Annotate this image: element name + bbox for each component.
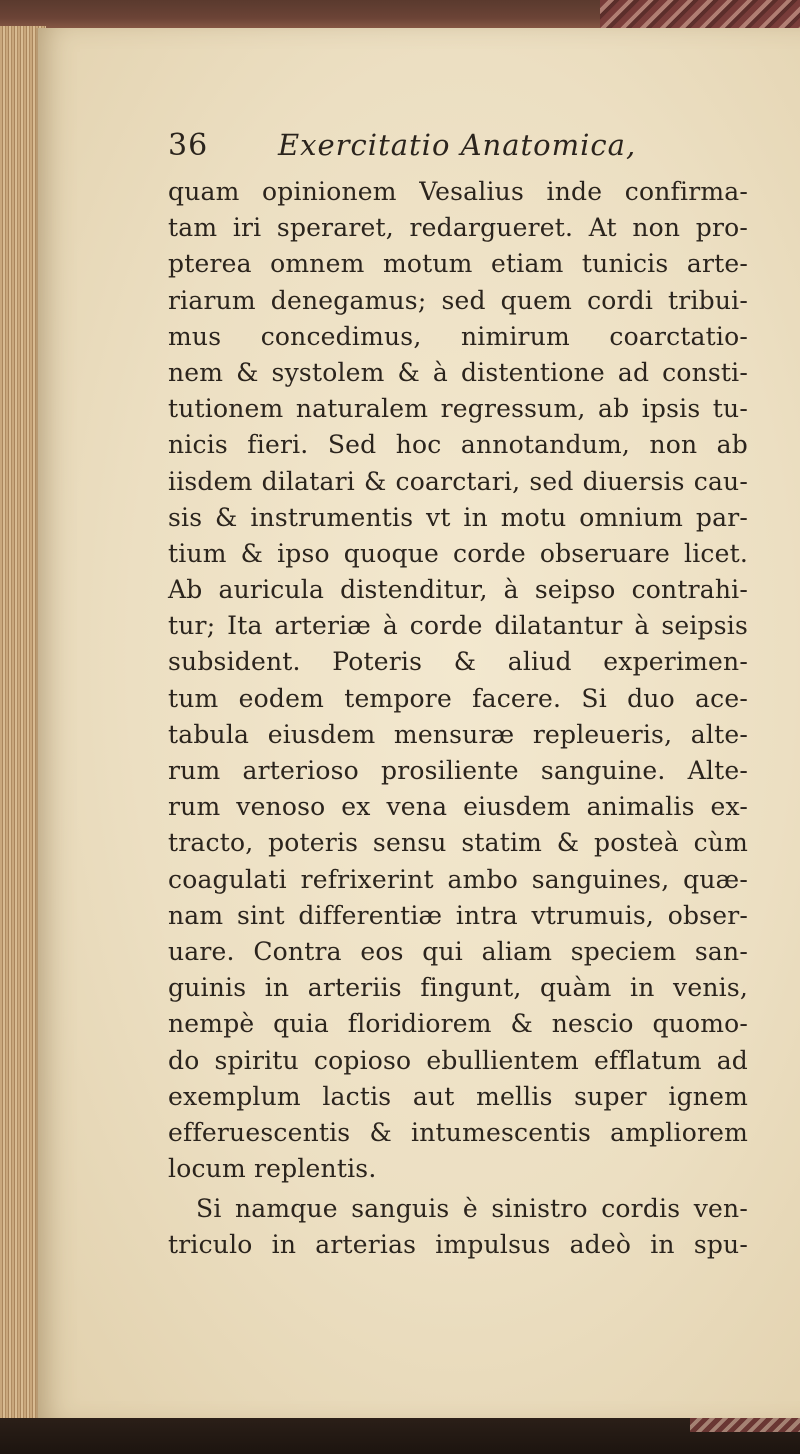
text-line: mus concedimus, nimirum coarctatio-: [168, 321, 748, 351]
text-line: pterea omnem motum etiam tunicis arte-: [168, 249, 748, 279]
text-line: tam iri speraret, redargueret. At non pro-: [168, 213, 748, 243]
book-bottom-edge: [0, 1418, 800, 1454]
text-line: nem & systolem & à distentione ad consti-: [168, 357, 748, 387]
page-number: 36: [168, 128, 209, 163]
text-line: rum arterioso prosiliente sanguine. Alte-: [168, 756, 748, 785]
text-line: tracto, poteris sensu statim & posteà cùm: [168, 828, 748, 858]
text-line: nempè quia floridiorem & nescio quomo-: [168, 1009, 748, 1039]
running-head-title: Exercitatio Anatomica,: [278, 128, 637, 162]
paragraph-2: [168, 1191, 748, 1263]
text-line: subsident. Poteris & aliud experimen-: [168, 647, 748, 677]
paragraph-1: [168, 174, 748, 1187]
text-line: iisdem dilatari & coarctari, sed diuersis cau-: [168, 466, 748, 496]
text-line: quam opinionem Vesalius inde confirma-: [168, 177, 748, 206]
page-text-block: [168, 128, 748, 1264]
text-line: Ab auricula distenditur, à seipso contrahi-: [168, 575, 748, 605]
text-line: efferuescentis & intumescentis ampliorem: [168, 1117, 748, 1147]
text-line: nicis fieri. Sed hoc annotandum, non ab: [168, 430, 748, 460]
text-line: tabula eiusdem mensuræ repleueris, alte-: [168, 719, 748, 749]
text-line: locum replentis.: [168, 1154, 377, 1184]
headband-bottom: [690, 1418, 800, 1432]
headband-top: [600, 0, 800, 30]
text-line: tur; Ita arteriæ à corde dilatantur à seipsis: [168, 611, 748, 641]
text-line: nam sint differentiæ intra vtrumuis, obser-: [168, 900, 748, 930]
running-head: [168, 128, 748, 174]
text-line: exemplum lactis aut mellis super ignem: [168, 1081, 748, 1111]
text-line: coagulati refrixerint ambo sanguines, quæ-: [168, 864, 748, 894]
text-line: Si namque sanguis è sinistro cordis ven-: [196, 1194, 748, 1224]
text-line: do spiritu copioso ebullientem efflatum ad: [168, 1045, 748, 1075]
book-top-edge: [0, 0, 800, 30]
text-line: guinis in arteriis fingunt, quàm in venis,: [168, 973, 748, 1003]
text-line: triculo in arterias impulsus adeò in spu-: [168, 1230, 748, 1260]
text-line: tium & ipso quoque corde obseruare licet.: [168, 538, 748, 568]
text-line: tutionem naturalem regressum, ab ipsis tu-: [168, 394, 748, 424]
text-line: uare. Contra eos qui aliam speciem san-: [168, 936, 748, 966]
book-page: [36, 28, 800, 1422]
text-line: sis & instrumentis vt in motu omnium par-: [168, 502, 748, 532]
text-line: tum eodem tempore facere. Si duo ace-: [168, 683, 748, 713]
text-line: riarum denegamus; sed quem cordi tribui-: [168, 285, 748, 315]
text-line: rum venoso ex vena eiusdem animalis ex-: [168, 792, 748, 822]
